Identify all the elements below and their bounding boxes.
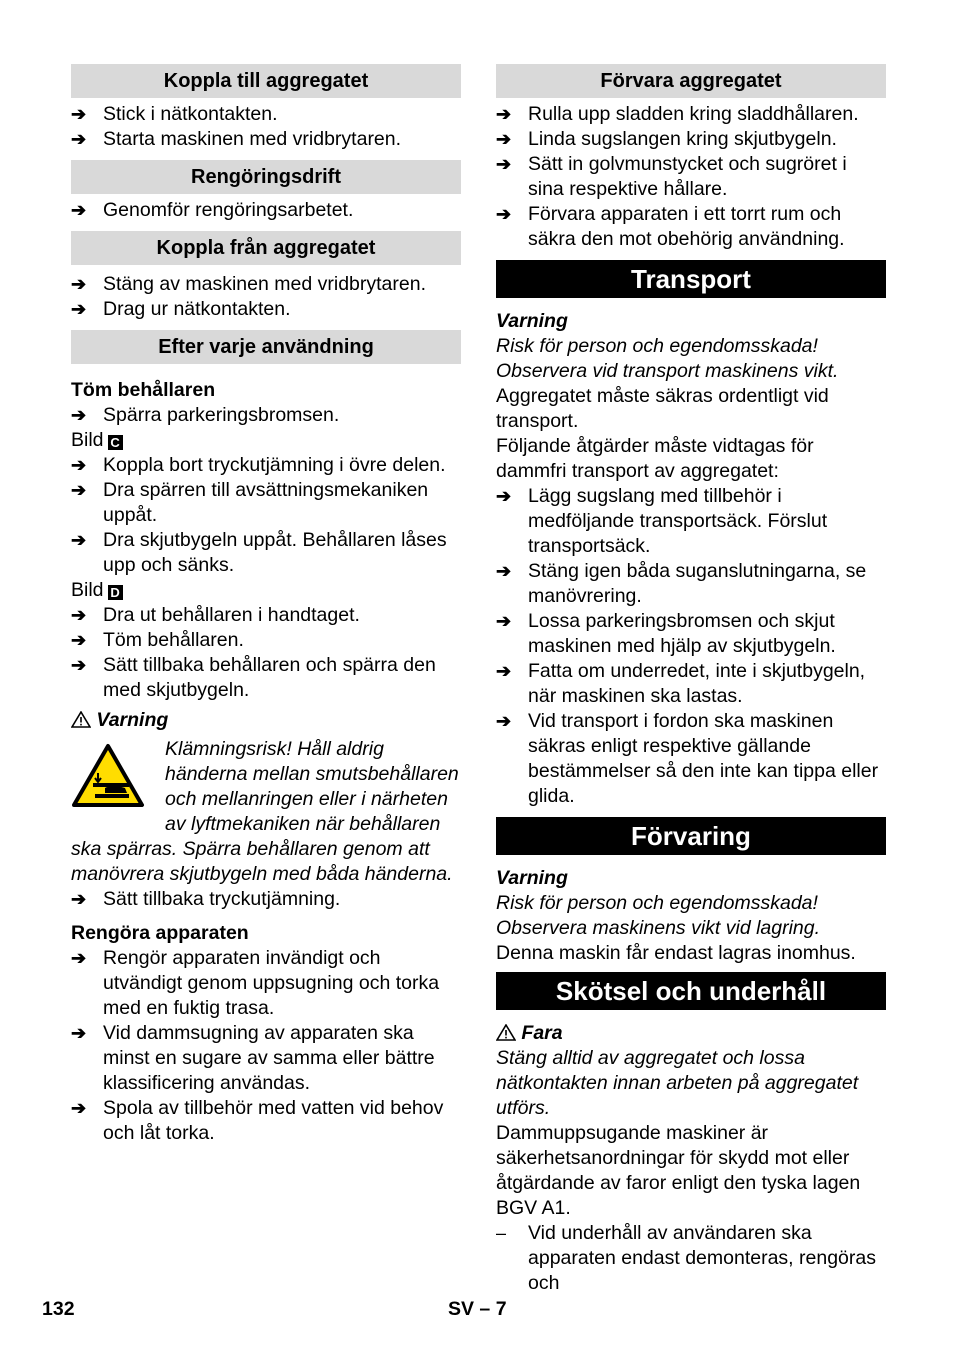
arrow-right-icon: ➔ — [71, 889, 87, 909]
section-heading: Rengöringsdrift — [71, 160, 461, 194]
warning-text: Risk för person och egendomsskada! Observera vid transport maskinens vikt. — [496, 335, 839, 382]
list-item: ➔ Vid dammsugning av apparaten ska minst en sugare av samma eller bättre klassificering användas. — [71, 1022, 435, 1094]
list-item: ➔ Rengör apparaten invändigt och utvändigt genom uppsugning och torka med en fuktig trasa. — [71, 947, 440, 1019]
chapter-heading: Förvaring — [496, 817, 886, 855]
arrow-right-icon: ➔ — [71, 274, 87, 294]
figure-letter-d: D — [108, 585, 123, 600]
arrow-right-icon: ➔ — [496, 561, 512, 581]
arrow-right-icon: ➔ — [71, 299, 87, 319]
list-item: ➔ Fatta om underredet, inte i skjutbygeln, när maskinen ska lastas. — [496, 660, 866, 707]
list-item: ➔ Dra spärren till avsättningsmekaniken uppåt. — [71, 479, 429, 526]
list-item: ➔ Genomför rengöringsarbetet. — [71, 199, 354, 221]
figure-letter-c: C — [108, 435, 123, 450]
right-column — [496, 64, 886, 1296]
arrow-right-icon: ➔ — [71, 104, 87, 124]
arrow-right-icon: ➔ — [71, 530, 87, 550]
hand-crush-hazard-icon — [71, 743, 153, 813]
arrow-right-icon: ➔ — [71, 655, 87, 675]
warning-text: Klämningsrisk! Håll aldrig händerna mellan smutsbehållaren och mellanringen eller i närheten av lyftmekaniken när behållaren ska spärras. Spärra behållaren genom att manövrera skjutbygeln med båda händerna. — [71, 738, 459, 885]
subheading: Rengöra apparaten — [71, 922, 249, 944]
list-item: ➔ Drag ur nätkontakten. — [71, 298, 291, 320]
arrow-right-icon: ➔ — [496, 661, 512, 681]
warning-triangle-icon — [71, 709, 91, 731]
list-item: ➔ Sätt tillbaka tryckutjämning. — [71, 888, 341, 910]
arrow-right-icon: ➔ — [71, 630, 87, 650]
warning-triangle-icon — [496, 1022, 516, 1044]
arrow-right-icon: ➔ — [71, 200, 87, 220]
figure-reference: Bild D — [71, 578, 461, 603]
list-item: ➔ Spärra parkeringsbromsen. — [71, 404, 340, 426]
list-item: ➔ Rulla upp sladden kring sladdhållaren. — [496, 103, 859, 125]
arrow-right-icon: ➔ — [71, 480, 87, 500]
list-item: ➔ Töm behållaren. — [71, 629, 244, 651]
arrow-right-icon: ➔ — [496, 154, 512, 174]
warning-text: Risk för person och egendomsskada! Observera maskinens vikt vid lagring. — [496, 892, 821, 939]
section-heading: Efter varje användning — [71, 330, 461, 364]
paragraph: Följande åtgärder måste vidtagas för dammfri transport av aggregatet: — [496, 435, 814, 482]
list-item: ➔ Lossa parkeringsbromsen och skjut maskinen med hjälp av skjutbygeln. — [496, 610, 836, 657]
list-item: ➔ Koppla bort tryckutjämning i övre delen. — [71, 454, 446, 476]
page-number: 132 — [42, 1298, 75, 1320]
list-item: – Vid underhåll av användaren ska apparaten endast demonteras, rengöras och — [496, 1222, 876, 1294]
danger-label: Fara — [496, 1021, 886, 1046]
list-item: ➔ Vid transport i fordon ska maskinen säkras enligt respektive gällande bestämmelser så den inte kan tippa eller glida. — [496, 710, 879, 807]
list-item: ➔ Spola av tillbehör med vatten vid behov och låt torka. — [71, 1097, 444, 1144]
list-item: ➔ Linda sugslangen kring skjutbygeln. — [496, 128, 837, 150]
chapter-heading: Skötsel och underhåll — [496, 972, 886, 1010]
subheading: Töm behållaren — [71, 379, 216, 401]
warning-label: Varning — [496, 867, 568, 889]
arrow-right-icon: ➔ — [71, 605, 87, 625]
arrow-right-icon: ➔ — [71, 129, 87, 149]
arrow-right-icon: ➔ — [71, 455, 87, 475]
list-item: ➔ Stäng igen båda suganslutningarna, se manövrering. — [496, 560, 867, 607]
arrow-right-icon: ➔ — [71, 405, 87, 425]
danger-text: Stäng alltid av aggregatet och lossa nätkontakten innan arbeten på aggregatet utförs. — [496, 1047, 859, 1119]
list-item: ➔ Sätt in golvmunstycket och sugröret i sina respektive hållare. — [496, 153, 847, 200]
arrow-right-icon: ➔ — [496, 486, 512, 506]
list-item: ➔ Stick i nätkontakten. — [71, 103, 278, 125]
warning-label: Varning — [71, 708, 461, 733]
chapter-heading: Transport — [496, 260, 886, 298]
list-item: ➔ Starta maskinen med vridbrytaren. — [71, 128, 402, 150]
arrow-right-icon: ➔ — [71, 1098, 87, 1118]
paragraph: Denna maskin får endast lagras inomhus. — [496, 942, 856, 964]
arrow-right-icon: ➔ — [496, 204, 512, 224]
section-heading: Koppla till aggregatet — [71, 64, 461, 98]
arrow-right-icon: ➔ — [71, 1023, 87, 1043]
arrow-right-icon: ➔ — [496, 104, 512, 124]
page-language-label: SV – 7 — [448, 1298, 507, 1320]
section-heading: Förvara aggregatet — [496, 64, 886, 98]
paragraph: Aggregatet måste säkras ordentligt vid transport. — [496, 385, 829, 432]
figure-reference: Bild C — [71, 428, 461, 453]
list-item: ➔ Förvara apparaten i ett torrt rum och säkra den mot obehörig användning. — [496, 203, 845, 250]
list-item: ➔ Stäng av maskinen med vridbrytaren. — [71, 273, 426, 295]
paragraph: Dammuppsugande maskiner är säkerhetsanordningar för skydd mot eller åtgärdande av faror enligt den tyska lagen BGV A1. — [496, 1122, 861, 1219]
warning-label: Varning — [496, 310, 568, 332]
list-item: ➔ Dra ut behållaren i handtaget. — [71, 604, 360, 626]
left-column — [71, 64, 461, 1146]
arrow-right-icon: ➔ — [496, 711, 512, 731]
arrow-right-icon: ➔ — [71, 948, 87, 968]
list-item: ➔ Lägg sugslang med tillbehör i medföljande transportsäck. Förslut transportsäck. — [496, 485, 828, 557]
list-item: ➔ Sätt tillbaka behållaren och spärra den med skjutbygeln. — [71, 654, 436, 701]
arrow-right-icon: ➔ — [496, 611, 512, 631]
list-item: ➔ Dra skjutbygeln uppåt. Behållaren låses upp och sänks. — [71, 529, 447, 576]
section-heading: Koppla från aggregatet — [71, 231, 461, 265]
dash-bullet: – — [496, 1223, 507, 1243]
arrow-right-icon: ➔ — [496, 129, 512, 149]
